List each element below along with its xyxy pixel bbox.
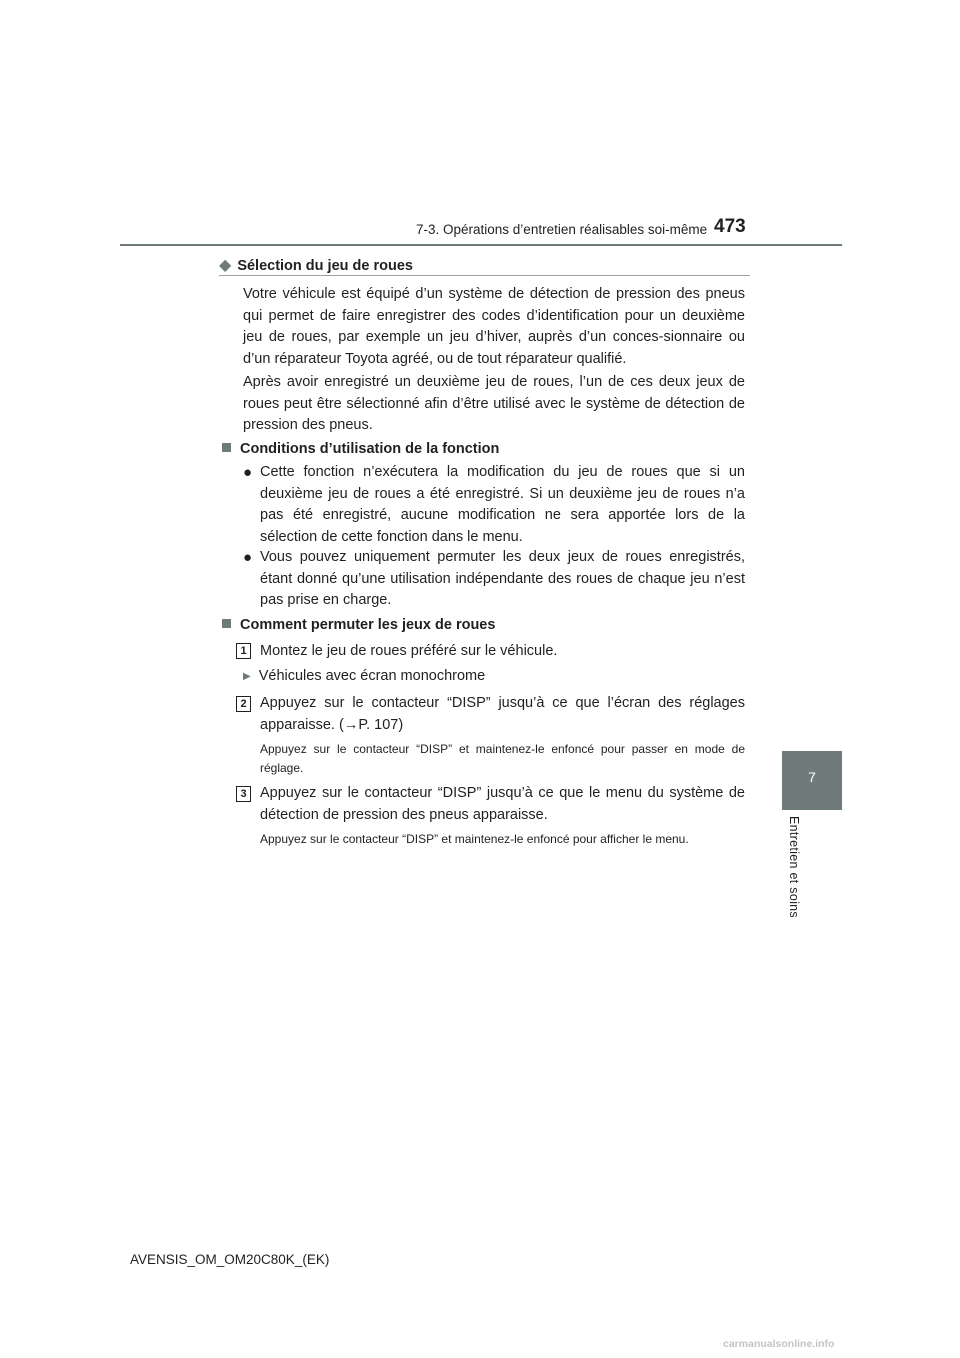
triangle-arrow-icon: ▶ [243, 671, 251, 682]
step-note: Appuyez sur le contacteur “DISP” et maintenez-le enfoncé pour afficher le menu. [260, 832, 689, 846]
step-text: Appuyez sur le contacteur “DISP” jusqu’à ce que le menu du système de détection de pression des pneus apparaisse. [260, 785, 745, 823]
step-text: Appuyez sur le contacteur “DISP” jusqu’à ce que l’écran des réglages apparaisse. (→P. 107) [260, 695, 745, 733]
step-badge: 1 [236, 643, 251, 659]
intro-paragraph: Après avoir enregistré un deuxième jeu de roues, l’un de ces deux jeux de roues peut être sélectionné afin d’être utilisé avec le système de détection de pression des pneus. [243, 374, 745, 434]
step-badge: 3 [236, 786, 251, 802]
section-divider [219, 275, 750, 276]
page-number: 473 [714, 216, 746, 237]
intro-paragraph: Votre véhicule est équipé d’un système de détection de pression des pneus qui permet de faire enregistrer des codes d’identification pour un deuxième jeu de roues, par exemple un jeu d’hiver, auprès d’un conces-sionnaire ou d’un réparateur Toyota agréé, ou de tout réparateur qualifié. [243, 286, 745, 367]
procedure-title: Comment permuter les jeux de roues [222, 617, 495, 633]
step-text: Montez le jeu de roues préféré sur le véhicule. [260, 643, 558, 659]
chapter-label: Entretien et soins [787, 816, 801, 918]
watermark: carmanualsonline.info [723, 1338, 835, 1350]
condition-text: Vous pouvez uniquement permuter les deux jeux de roues enregistrés, étant donné qu’une utilisation indépendante des roues de chaque jeu n’est pas prise en charge. [260, 549, 745, 609]
step-note: Appuyez sur le contacteur “DISP” et maintenez-le enfoncé pour passer en mode de réglage. [260, 742, 745, 775]
circle-bullet-icon: ● [243, 549, 253, 566]
conditions-title: Conditions d’utilisation de la fonction [222, 441, 499, 457]
chapter-tab[interactable] [782, 751, 842, 810]
condition-bullet [243, 462, 745, 548]
header-section-title: 7-3. Opérations d’entretien réalisables soi-même [416, 222, 708, 237]
document-code: AVENSIS_OM_OM20C80K_(EK) [130, 1252, 330, 1267]
square-bullet-icon [222, 619, 231, 628]
header-divider [120, 244, 842, 246]
variant-label: ▶ Véhicules avec écran monochrome [243, 668, 486, 684]
diamond-icon: ◆ [219, 257, 232, 274]
section-title: ◆ Sélection du jeu de roues [219, 257, 413, 274]
condition-bullet [243, 547, 745, 612]
condition-text: Cette fonction n’exécutera la modification du jeu de roues que si un deuxième jeu de roues a été enregistré. Si un deuxième jeu de roues n’a pas été enregistré, aucune modification ne sera apportée lors de la sélection de cette fonction dans le menu. [260, 464, 745, 545]
circle-bullet-icon: ● [243, 464, 253, 481]
square-bullet-icon [222, 443, 231, 452]
chapter-number: 7 [808, 769, 816, 785]
step-badge: 2 [236, 696, 251, 712]
